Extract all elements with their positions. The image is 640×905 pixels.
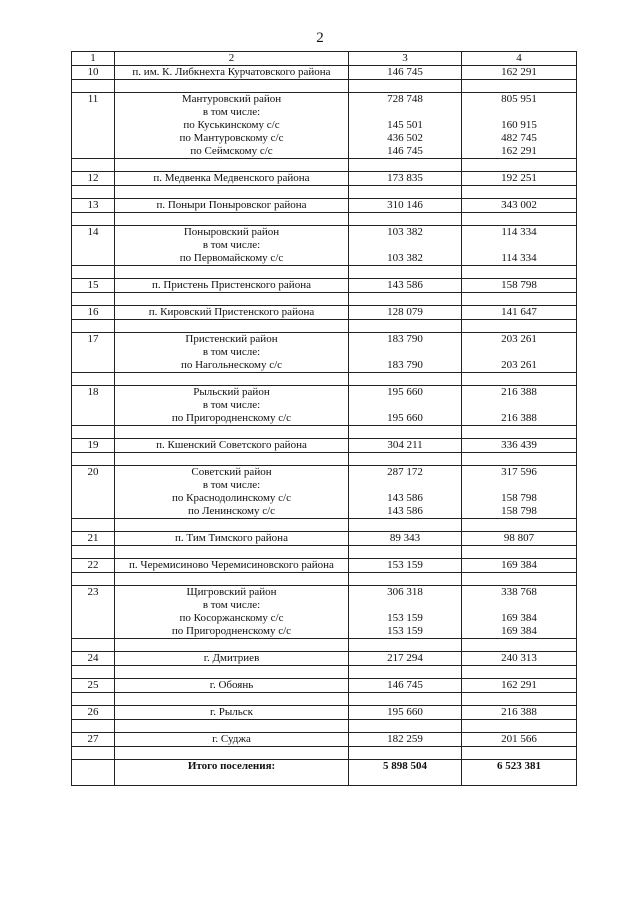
row-number-cell <box>72 479 115 492</box>
row-number-cell: 23 <box>72 586 115 600</box>
spacer-cell <box>72 80 115 93</box>
table-row <box>72 66 577 80</box>
row-name-cell: по Краснодолинскому с/с <box>115 492 349 505</box>
row-name-cell: п. Кировский Пристенского района <box>115 306 349 320</box>
row-number-cell <box>72 145 115 159</box>
row-name-cell: в том числе: <box>115 346 349 359</box>
row-value-cell: 146 745 <box>349 145 462 159</box>
spacer-cell <box>462 373 577 386</box>
row-name-cell: в том числе: <box>115 399 349 412</box>
spacer-cell <box>462 639 577 652</box>
row-value-cell: 158 798 <box>462 279 577 293</box>
row-value-cell: 153 159 <box>349 625 462 639</box>
spacer-cell <box>72 320 115 333</box>
row-value-cell: 146 745 <box>349 679 462 693</box>
column-header: 2 <box>115 52 349 66</box>
row-number-cell <box>72 612 115 625</box>
spacer-cell <box>115 373 349 386</box>
table-row <box>72 119 577 132</box>
table-row <box>72 199 577 213</box>
row-value-cell: 128 079 <box>349 306 462 320</box>
spacer-cell <box>72 693 115 706</box>
row-value-cell <box>349 599 462 612</box>
row-value-cell <box>349 239 462 252</box>
row-value-cell: 203 261 <box>462 333 577 347</box>
spacer-cell <box>72 747 115 760</box>
row-value-cell: 169 384 <box>462 625 577 639</box>
table-row <box>72 733 577 747</box>
table-row <box>72 479 577 492</box>
row-value-cell: 436 502 <box>349 132 462 145</box>
spacer-row <box>72 693 577 706</box>
table-row <box>72 132 577 145</box>
spacer-cell <box>349 159 462 172</box>
row-number-cell: 12 <box>72 172 115 186</box>
row-name-cell: п. Поныри Поныровског района <box>115 199 349 213</box>
row-name-cell: п. Черемисиново Черемисиновского района <box>115 559 349 573</box>
row-name-cell: по Мантуровскому с/с <box>115 132 349 145</box>
table-row <box>72 359 577 373</box>
row-name-cell: п. Пристень Пристенского района <box>115 279 349 293</box>
row-name-cell: в том числе: <box>115 479 349 492</box>
row-number-cell <box>72 412 115 426</box>
spacer-row <box>72 186 577 199</box>
spacer-cell <box>115 426 349 439</box>
row-value-cell: 195 660 <box>349 706 462 720</box>
row-name-cell: Мантуровский район <box>115 93 349 107</box>
row-value-cell: 169 384 <box>462 559 577 573</box>
row-value-cell: 89 343 <box>349 532 462 546</box>
table-row <box>72 612 577 625</box>
spacer-cell <box>115 293 349 306</box>
spacer-cell <box>115 720 349 733</box>
row-name-cell: Поныровский район <box>115 226 349 240</box>
row-number-cell: 18 <box>72 386 115 400</box>
row-number-cell: 27 <box>72 733 115 747</box>
table-row <box>72 586 577 600</box>
spacer-row <box>72 373 577 386</box>
row-name-cell: п. Кшенский Советского района <box>115 439 349 453</box>
spacer-cell <box>462 519 577 532</box>
row-name-cell: Щигровский район <box>115 586 349 600</box>
row-value-cell: 306 318 <box>349 586 462 600</box>
spacer-cell <box>72 426 115 439</box>
column-header: 4 <box>462 52 577 66</box>
row-name-cell: Советский район <box>115 466 349 480</box>
spacer-row <box>72 293 577 306</box>
spacer-cell <box>349 80 462 93</box>
spacer-cell <box>462 720 577 733</box>
spacer-row <box>72 546 577 559</box>
row-value-cell: 145 501 <box>349 119 462 132</box>
table-row <box>72 252 577 266</box>
row-value-cell: 201 566 <box>462 733 577 747</box>
row-value-cell: 195 660 <box>349 386 462 400</box>
spacer-cell <box>462 693 577 706</box>
spacer-cell <box>462 546 577 559</box>
row-value-cell: 162 291 <box>462 145 577 159</box>
spacer-row <box>72 80 577 93</box>
table-row <box>72 399 577 412</box>
row-number-cell <box>72 252 115 266</box>
row-value-cell: 343 002 <box>462 199 577 213</box>
row-number-cell: 21 <box>72 532 115 546</box>
table-row <box>72 226 577 240</box>
spacer-row <box>72 639 577 652</box>
spacer-cell <box>462 320 577 333</box>
row-value-cell: 338 768 <box>462 586 577 600</box>
row-value-cell: 304 211 <box>349 439 462 453</box>
table-row <box>72 239 577 252</box>
spacer-cell <box>349 639 462 652</box>
closing-row <box>72 773 577 786</box>
spacer-row <box>72 519 577 532</box>
table-row <box>72 652 577 666</box>
row-value-cell: 183 790 <box>349 333 462 347</box>
closing-cell <box>349 773 462 786</box>
row-value-cell: 143 586 <box>349 279 462 293</box>
row-value-cell: 143 586 <box>349 492 462 505</box>
table-body <box>72 52 577 786</box>
table-row <box>72 706 577 720</box>
row-value-cell: 173 835 <box>349 172 462 186</box>
spacer-row <box>72 266 577 279</box>
row-value-cell <box>462 599 577 612</box>
spacer-cell <box>115 213 349 226</box>
row-value-cell: 143 586 <box>349 505 462 519</box>
spacer-cell <box>462 426 577 439</box>
spacer-cell <box>462 186 577 199</box>
row-name-cell: по Косоржанскому с/с <box>115 612 349 625</box>
row-number-cell <box>72 346 115 359</box>
row-value-cell: 103 382 <box>349 252 462 266</box>
row-value-cell <box>349 399 462 412</box>
row-value-cell: 162 291 <box>462 66 577 80</box>
spacer-cell <box>72 266 115 279</box>
spacer-cell <box>462 666 577 679</box>
spacer-cell <box>115 80 349 93</box>
row-value-cell: 728 748 <box>349 93 462 107</box>
row-value-cell: 203 261 <box>462 359 577 373</box>
table-row <box>72 559 577 573</box>
table-row <box>72 505 577 519</box>
row-value-cell: 336 439 <box>462 439 577 453</box>
row-number-cell <box>72 399 115 412</box>
spacer-cell <box>72 159 115 172</box>
row-number-cell <box>72 492 115 505</box>
spacer-cell <box>349 546 462 559</box>
spacer-cell <box>115 320 349 333</box>
spacer-cell <box>115 639 349 652</box>
spacer-cell <box>349 693 462 706</box>
spacer-cell <box>115 693 349 706</box>
row-name-cell: в том числе: <box>115 239 349 252</box>
row-name-cell: в том числе: <box>115 599 349 612</box>
total-value-cell: 5 898 504 <box>349 760 462 774</box>
table-row <box>72 106 577 119</box>
row-name-cell: в том числе: <box>115 106 349 119</box>
row-value-cell: 114 334 <box>462 252 577 266</box>
table-row <box>72 333 577 347</box>
row-number-cell <box>72 505 115 519</box>
row-number-cell: 14 <box>72 226 115 240</box>
spacer-cell <box>349 453 462 466</box>
row-value-cell: 182 259 <box>349 733 462 747</box>
row-name-cell: по Пригородненскому с/с <box>115 412 349 426</box>
column-header: 1 <box>72 52 115 66</box>
row-value-cell: 141 647 <box>462 306 577 320</box>
spacer-row <box>72 747 577 760</box>
row-number-cell: 22 <box>72 559 115 573</box>
spacer-cell <box>349 186 462 199</box>
row-name-cell: г. Дмитриев <box>115 652 349 666</box>
spacer-cell <box>462 293 577 306</box>
row-value-cell <box>462 239 577 252</box>
table-row <box>72 625 577 639</box>
spacer-cell <box>72 573 115 586</box>
spacer-cell <box>349 573 462 586</box>
data-table <box>71 51 577 786</box>
spacer-cell <box>349 373 462 386</box>
spacer-cell <box>115 573 349 586</box>
spacer-row <box>72 320 577 333</box>
row-value-cell: 169 384 <box>462 612 577 625</box>
spacer-row <box>72 426 577 439</box>
table-row <box>72 679 577 693</box>
row-number-cell <box>72 239 115 252</box>
spacer-cell <box>115 546 349 559</box>
row-value-cell: 216 388 <box>462 386 577 400</box>
row-number-cell <box>72 132 115 145</box>
row-number-cell: 13 <box>72 199 115 213</box>
row-value-cell <box>349 106 462 119</box>
spacer-cell <box>349 426 462 439</box>
row-name-cell: Рыльский район <box>115 386 349 400</box>
spacer-cell <box>72 666 115 679</box>
closing-cell <box>72 773 115 786</box>
row-value-cell: 195 660 <box>349 412 462 426</box>
spacer-cell <box>72 293 115 306</box>
table-row <box>72 439 577 453</box>
row-value-cell: 287 172 <box>349 466 462 480</box>
row-value-cell: 160 915 <box>462 119 577 132</box>
row-number-cell: 24 <box>72 652 115 666</box>
spacer-cell <box>349 266 462 279</box>
spacer-row <box>72 453 577 466</box>
spacer-cell <box>72 519 115 532</box>
spacer-cell <box>72 720 115 733</box>
spacer-cell <box>72 373 115 386</box>
table-row <box>72 346 577 359</box>
spacer-cell <box>349 320 462 333</box>
spacer-cell <box>462 573 577 586</box>
table-row <box>72 93 577 107</box>
row-value-cell: 183 790 <box>349 359 462 373</box>
spacer-cell <box>462 266 577 279</box>
spacer-cell <box>349 519 462 532</box>
row-value-cell: 98 807 <box>462 532 577 546</box>
row-value-cell <box>462 106 577 119</box>
table-row <box>72 532 577 546</box>
table-row <box>72 386 577 400</box>
row-name-cell: по Пригородненскому с/с <box>115 625 349 639</box>
row-value-cell: 216 388 <box>462 412 577 426</box>
row-name-cell: г. Рыльск <box>115 706 349 720</box>
row-value-cell <box>462 346 577 359</box>
row-value-cell <box>349 479 462 492</box>
spacer-cell <box>349 293 462 306</box>
table-row <box>72 466 577 480</box>
spacer-cell <box>72 546 115 559</box>
row-value-cell: 482 745 <box>462 132 577 145</box>
total-value-cell: 6 523 381 <box>462 760 577 774</box>
spacer-cell <box>462 159 577 172</box>
row-value-cell: 153 159 <box>349 559 462 573</box>
spacer-cell <box>72 453 115 466</box>
spacer-row <box>72 159 577 172</box>
row-value-cell: 158 798 <box>462 492 577 505</box>
table-row <box>72 172 577 186</box>
table-row <box>72 306 577 320</box>
row-number-cell: 20 <box>72 466 115 480</box>
row-name-cell: п. Медвенка Медвенского района <box>115 172 349 186</box>
total-label-cell: Итого поселения: <box>115 760 349 774</box>
row-value-cell: 192 251 <box>462 172 577 186</box>
row-number-cell: 25 <box>72 679 115 693</box>
row-number-cell: 16 <box>72 306 115 320</box>
row-number-cell: 10 <box>72 66 115 80</box>
row-value-cell <box>349 346 462 359</box>
spacer-cell <box>115 519 349 532</box>
row-name-cell: по Нагольнескому с/с <box>115 359 349 373</box>
spacer-cell <box>115 666 349 679</box>
row-name-cell: по Ленинскому с/с <box>115 505 349 519</box>
row-number-cell: 15 <box>72 279 115 293</box>
spacer-cell <box>72 639 115 652</box>
row-number-cell: 26 <box>72 706 115 720</box>
spacer-cell <box>349 720 462 733</box>
table-header-row <box>72 52 577 66</box>
row-value-cell: 240 313 <box>462 652 577 666</box>
row-value-cell: 103 382 <box>349 226 462 240</box>
row-number-cell <box>72 119 115 132</box>
spacer-cell <box>349 747 462 760</box>
spacer-row <box>72 666 577 679</box>
row-number-cell <box>72 625 115 639</box>
row-value-cell: 158 798 <box>462 505 577 519</box>
spacer-cell <box>72 213 115 226</box>
row-value-cell: 114 334 <box>462 226 577 240</box>
row-value-cell: 805 951 <box>462 93 577 107</box>
spacer-cell <box>115 453 349 466</box>
spacer-cell <box>462 747 577 760</box>
page-number: 2 <box>316 30 324 46</box>
total-number-cell <box>72 760 115 774</box>
spacer-cell <box>462 453 577 466</box>
table-row <box>72 145 577 159</box>
row-number-cell: 17 <box>72 333 115 347</box>
table-row <box>72 412 577 426</box>
closing-cell <box>115 773 349 786</box>
row-name-cell: п. Тим Тимского района <box>115 532 349 546</box>
row-value-cell <box>462 479 577 492</box>
row-name-cell: по Куськинскому с/с <box>115 119 349 132</box>
spacer-row <box>72 720 577 733</box>
row-value-cell: 310 146 <box>349 199 462 213</box>
row-value-cell: 146 745 <box>349 66 462 80</box>
spacer-row <box>72 213 577 226</box>
row-value-cell: 317 596 <box>462 466 577 480</box>
row-number-cell: 11 <box>72 93 115 107</box>
spacer-cell <box>115 186 349 199</box>
row-name-cell: по Сеймскому с/с <box>115 145 349 159</box>
row-value-cell: 162 291 <box>462 679 577 693</box>
row-name-cell: п. им. К. Либкнехта Курчатовского района <box>115 66 349 80</box>
row-name-cell: г. Суджа <box>115 733 349 747</box>
spacer-cell <box>115 159 349 172</box>
row-name-cell: по Первомайскому с/с <box>115 252 349 266</box>
spacer-cell <box>115 747 349 760</box>
spacer-cell <box>462 213 577 226</box>
table-row <box>72 279 577 293</box>
row-number-cell <box>72 599 115 612</box>
row-number-cell: 19 <box>72 439 115 453</box>
spacer-cell <box>115 266 349 279</box>
row-name-cell: Пристенский район <box>115 333 349 347</box>
spacer-cell <box>349 213 462 226</box>
spacer-cell <box>462 80 577 93</box>
row-number-cell <box>72 106 115 119</box>
spacer-cell <box>72 186 115 199</box>
row-value-cell: 153 159 <box>349 612 462 625</box>
table-row <box>72 492 577 505</box>
row-name-cell: г. Обоянь <box>115 679 349 693</box>
total-row <box>72 760 577 774</box>
row-value-cell: 216 388 <box>462 706 577 720</box>
closing-cell <box>462 773 577 786</box>
spacer-cell <box>349 666 462 679</box>
row-value-cell: 217 294 <box>349 652 462 666</box>
spacer-row <box>72 573 577 586</box>
table-row <box>72 599 577 612</box>
column-header: 3 <box>349 52 462 66</box>
row-number-cell <box>72 359 115 373</box>
row-value-cell <box>462 399 577 412</box>
